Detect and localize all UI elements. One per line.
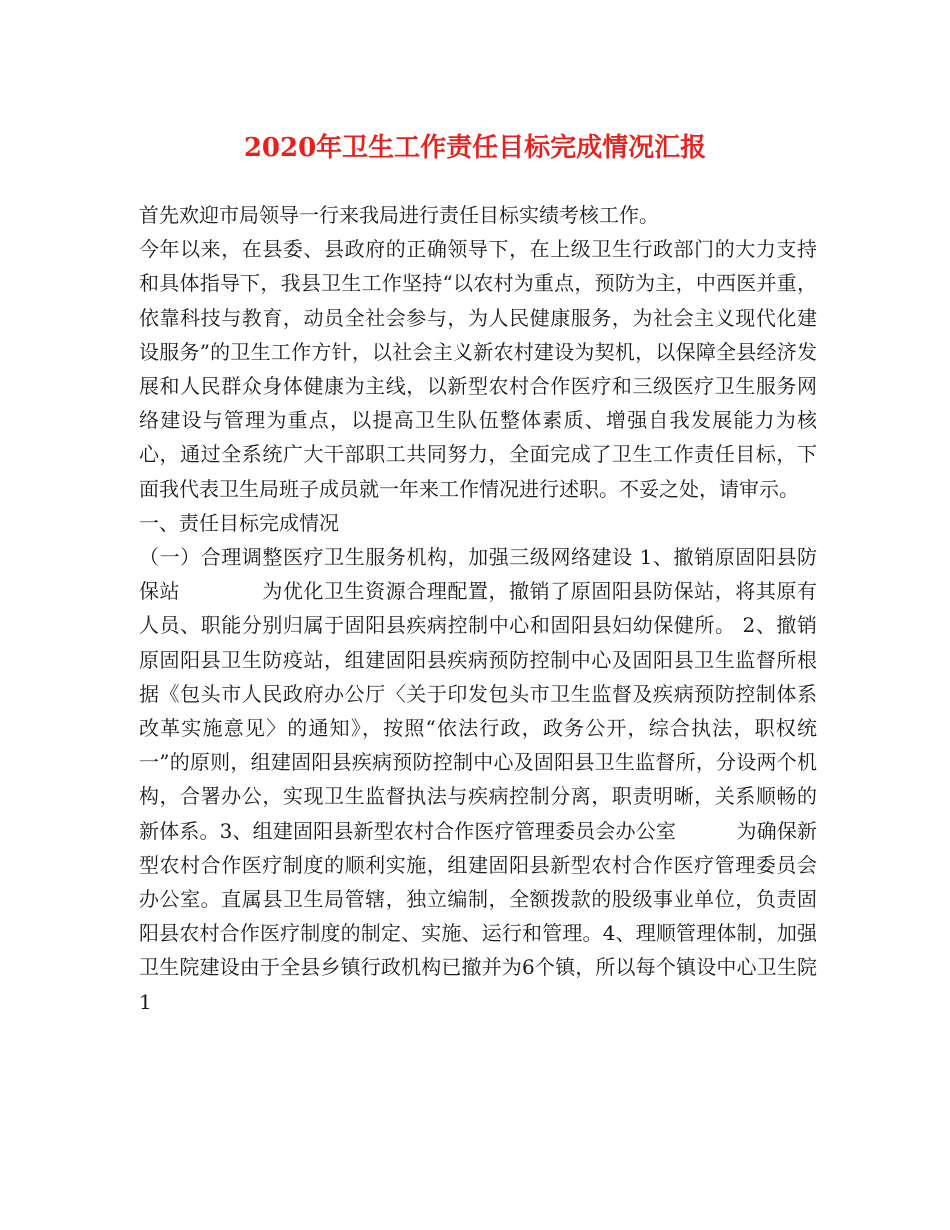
section-heading: 一、责任目标完成情况	[139, 510, 339, 535]
paragraph-institutions: （一）合理调整医疗卫生服务机构，加强三级网络建设 1、撤销原固阳县防保站 为优化卫生资源合理配置，撤销了原固阳县防保站，将其原有人员、职能分别归属于固阳县疾病控制中心和固阳县妇幼保健所。 2、撤销原固阳县卫生防疫站，组建固阳县疾病预防控制中心及固阳县卫生监督所根据《包头市人民政府办公厅〈关于印发包头市卫生监督及疾病预防控制体系改革实施意见〉的通知》，按照“依法行政，政务公开，综合执法，职权统一”的原则，组建固阳县疾病预防控制中心及固阳县卫生监督所，分设两个机构，合署办公，实现卫生监督执法与疾病控制分离，职责明晰，关系顺畅的新体系。3、组建固阳县新型农村合作医疗管理委员会办公室 为确保新型农村合作医疗制度的顺利实施，组建固阳县新型农村合作医疗管理委员会办公室。直属县卫生局管辖，独立编制，全额拨款的股级事业单位，负责固阳县农村合作医疗制度的制定、实施、运行和管理。4、理顺管理体制，加强卫生院建设由于全县乡镇行政机构已撤并为6个镇，所以每个镇设中心卫生院1	[139, 545, 817, 1014]
paragraph-overview: 今年以来，在县委、县政府的正确领导下，在上级卫生行政部门的大力支持和具体指导下，我县卫生工作坚持“以农村为重点，预防为主，中西医并重，依靠科技与教育，动员全社会参与，为人民健康服务，为社会主义现代化建设服务”的卫生工作方针，以社会主义新农村建设为契机，以保障全县经济发展和人民群众身体健康为主线，以新型农村合作医疗和三级医疗卫生服务网络建设与管理为重点，以提高卫生队伍整体素质、增强自我发展能力为核心，通过全系统广大干部职工共同努力，全面完成了卫生工作责任目标，下面我代表卫生局班子成员就一年来工作情况进行述职。不妥之处，请审示。	[139, 237, 817, 501]
document-title: 2020年卫生工作责任目标完成情况汇报	[243, 133, 707, 163]
document-body	[139, 198, 817, 1019]
paragraph-welcome: 首先欢迎市局领导一行来我局进行责任目标实绩考核工作。	[139, 203, 659, 227]
